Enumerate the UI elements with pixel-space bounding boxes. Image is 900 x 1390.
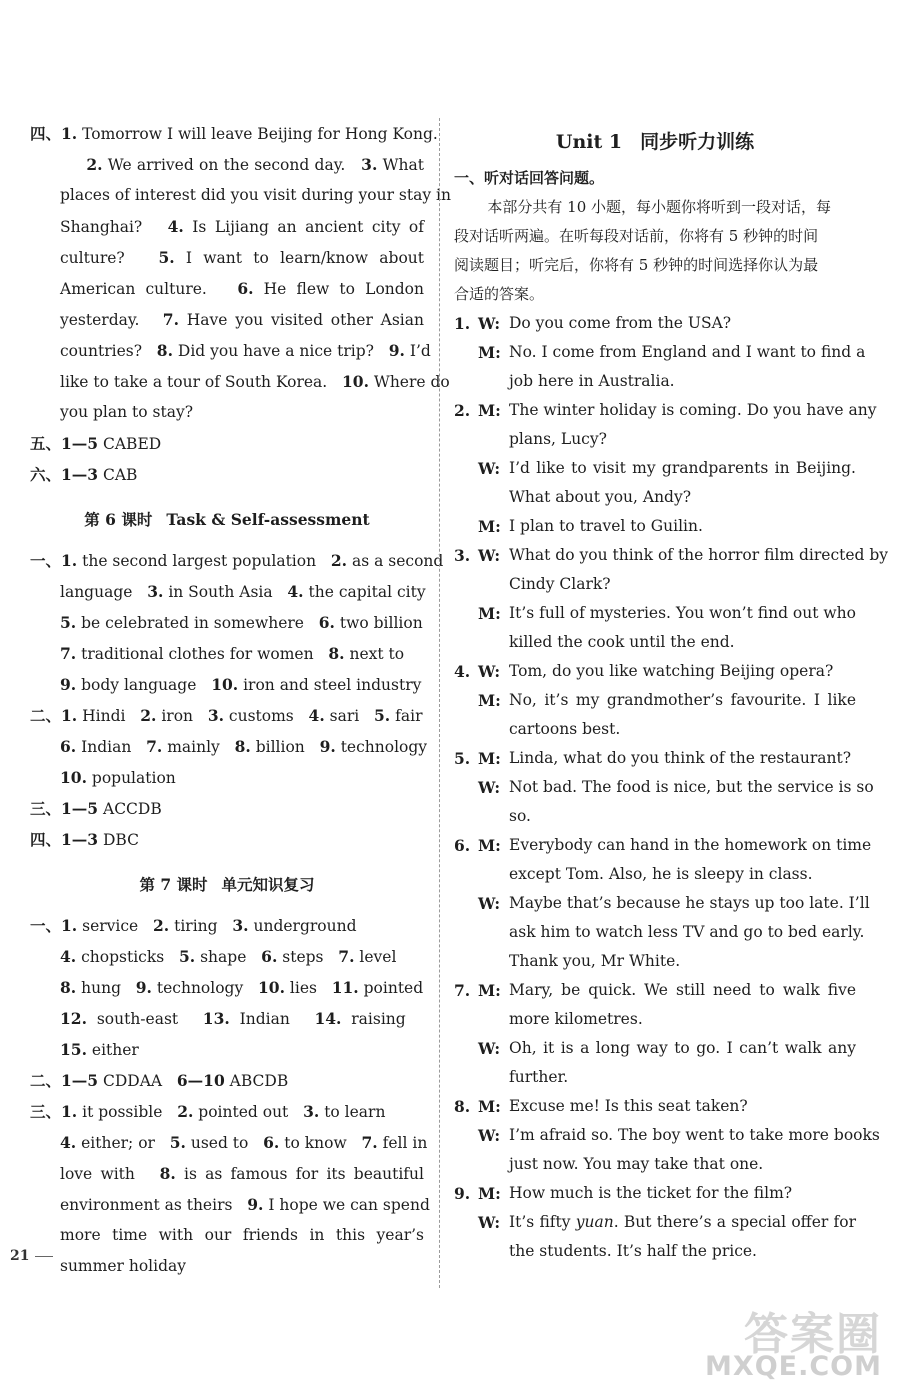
- dialogue-continuation: job here in Australia.: [509, 372, 675, 390]
- dialogue-text: How much is the ticket for the film?: [509, 1184, 793, 1202]
- answer-line: language 3. in South Asia 4. the capital city: [60, 582, 426, 601]
- dialogue-text: Not bad. The food is nice, but the service is so: [509, 778, 874, 796]
- instructions: [454, 193, 856, 309]
- dialogue-text: Do you come from the USA?: [509, 314, 732, 332]
- speaker-label: W:: [478, 314, 501, 333]
- question-number: 8.: [454, 1097, 471, 1116]
- left-column: [30, 118, 451, 1282]
- answer-line: you plan to stay?: [60, 403, 194, 421]
- lesson7-label: 第 7 课时: [139, 875, 208, 894]
- answer-line: environment as theirs 9. I hope we can spend: [60, 1195, 430, 1214]
- question-number: 4.: [454, 662, 471, 681]
- answer-line: yesterday. 7. Have you visited other Asian: [60, 310, 424, 329]
- answer-line: places of interest did you visit during your stay in: [60, 186, 451, 204]
- dialogue-text: Linda, what do you think of the restaurant?: [509, 749, 852, 767]
- question-number: 3.: [454, 546, 471, 565]
- dialogue-line: [454, 309, 856, 338]
- speaker-label: W:: [478, 1126, 501, 1145]
- speaker-label: M:: [478, 517, 501, 536]
- dialogue-line: [454, 889, 870, 918]
- dialogue-text: I’m afraid so. The boy went to take more books: [509, 1126, 880, 1144]
- instruction-line: 本部分共有 10 小题，每小题你将听到一段对话，每: [454, 198, 832, 216]
- answer-line: more time with our friends in this year’s: [60, 1226, 424, 1244]
- dialogue-line: [454, 686, 856, 715]
- page-number: 21: [10, 1248, 53, 1264]
- answer-line: culture? 5. I want to learn/know about: [60, 248, 424, 267]
- dialogue-text: I plan to travel to Guilin.: [509, 517, 703, 535]
- speaker-label: M:: [478, 343, 501, 362]
- dialogue-continuation: What about you, Andy?: [509, 488, 692, 506]
- dialogue-line: [454, 541, 889, 570]
- answer-line: 6. Indian 7. mainly 8. billion 9. technology: [60, 737, 428, 756]
- question-number: 6.: [454, 836, 471, 855]
- answers-lesson5-end: [30, 118, 451, 490]
- dialogue-line: [454, 454, 856, 483]
- dialogue-continuation: more kilometres.: [509, 1010, 643, 1028]
- dialogue-text: The winter holiday is coming. Do you have any: [509, 401, 877, 419]
- dialogue-line: [454, 744, 856, 773]
- speaker-label: W:: [478, 778, 501, 797]
- question-number: 9.: [454, 1184, 471, 1203]
- dialogue-text: I’d like to visit my grandparents in Beijing.: [509, 459, 856, 477]
- question-number: 7.: [454, 981, 471, 1000]
- dialogue-line: [454, 1121, 880, 1150]
- answer-line: American culture. 6. He flew to London: [60, 279, 424, 298]
- dialogue-text: Everybody can hand in the homework on time: [509, 836, 872, 854]
- speaker-label: M:: [478, 1184, 501, 1203]
- dialogue-text: No. I come from England and I want to find a: [509, 343, 866, 361]
- speaker-label: W:: [478, 546, 501, 565]
- speaker-label: M:: [478, 1097, 501, 1116]
- answer-line: 六、1—3 CAB: [30, 465, 138, 484]
- watermark: [686, 1298, 882, 1382]
- answer-line: 五、1—5 CABED: [30, 434, 162, 453]
- question-number: 1.: [454, 314, 471, 333]
- speaker-label: W:: [478, 662, 501, 681]
- answer-line: 8. hung 9. technology 10. lies 11. pointed: [60, 978, 424, 997]
- answers-lesson7: [30, 910, 430, 1282]
- answer-line: 9. body language 10. iron and steel industry: [60, 675, 422, 694]
- speaker-label: M:: [478, 691, 501, 710]
- unit-label: Unit 1: [555, 131, 623, 153]
- answer-line: 4. either; or 5. used to 6. to know 7. fell in: [60, 1133, 428, 1152]
- speaker-label: W:: [478, 894, 501, 913]
- answer-line: 一、1. service 2. tiring 3. underground: [30, 916, 357, 935]
- answers-lesson6: [30, 545, 444, 855]
- dialogue-text: What do you think of the horror film directed by: [509, 546, 889, 564]
- dialogue-line: [454, 831, 872, 860]
- speaker-label: W:: [478, 1039, 501, 1058]
- dialogue-text: Maybe that’s because he stays up too late. I’ll: [509, 894, 870, 912]
- answer-line: summer holiday: [60, 1257, 186, 1275]
- dialogue-text: Mary, be quick. We still need to walk five: [509, 981, 856, 999]
- dialogue-line: [454, 1179, 856, 1208]
- dialogue-continuation: Cindy Clark?: [509, 575, 611, 593]
- speaker-label: M:: [478, 981, 501, 1000]
- dialogue-line: [454, 1034, 856, 1063]
- answer-line: 5. be celebrated in somewhere 6. two billion: [60, 613, 423, 632]
- speaker-label: M:: [478, 836, 501, 855]
- lesson6-heading: [30, 504, 424, 535]
- answer-line: 2. We arrived on the second day. 3. What: [86, 155, 424, 174]
- answer-line: 四、1—3 DBC: [30, 830, 139, 849]
- dialogue-line: [454, 976, 856, 1005]
- dialogue-text: It’s full of mysteries. You won’t find out who: [509, 604, 856, 622]
- lesson6-title: Task & Self-assessment: [166, 510, 370, 529]
- answer-line: 15. either: [60, 1040, 139, 1059]
- speaker-label: M:: [478, 401, 501, 420]
- instruction-line: 合适的答案。: [454, 285, 545, 303]
- dialogue-continuation: Thank you, Mr White.: [509, 952, 681, 970]
- answer-line: 三、1. it possible 2. pointed out 3. to learn: [30, 1102, 386, 1121]
- answer-line: Shanghai? 4. Is Lijiang an ancient city of: [60, 217, 424, 236]
- answer-line: 三、1—5 ACCDB: [30, 799, 162, 818]
- dialogue-line: [454, 1208, 856, 1237]
- answer-line: like to take a tour of South Korea. 10. Where do: [60, 372, 450, 391]
- question-number: 2.: [454, 401, 471, 420]
- answer-line: 10. population: [60, 768, 176, 787]
- answer-line: 4. chopsticks 5. shape 6. steps 7. level: [60, 947, 397, 966]
- lesson7-title: 单元知识复习: [221, 875, 315, 894]
- dialogue-list: [454, 309, 889, 1266]
- dialogue-line: [454, 338, 866, 367]
- dialogue-continuation: further.: [509, 1068, 569, 1086]
- answer-line: 一、1. the second largest population 2. as a second: [30, 551, 444, 570]
- dialogue-continuation: cartoons best.: [509, 720, 621, 738]
- dialogue-continuation: ask him to watch less TV and go to bed early.: [509, 923, 865, 941]
- dialogue-line: [454, 396, 877, 425]
- instruction-line: 段对话听两遍。在听每段对话前，你将有 5 秒钟的时间: [454, 227, 819, 245]
- dialogue-continuation: just now. You may take that one.: [509, 1155, 764, 1173]
- dialogue-text: No, it’s my grandmother’s favourite. I like: [509, 691, 856, 709]
- watermark-logo: 答案圈: [744, 1309, 882, 1360]
- dialogue-text: Excuse me! Is this seat taken?: [509, 1097, 748, 1115]
- right-column: [454, 118, 889, 1266]
- dialogue-continuation: except Tom. Also, he is sleepy in class.: [509, 865, 813, 883]
- lesson7-heading: [30, 869, 424, 900]
- dialogue-line: [454, 657, 856, 686]
- column-divider: [439, 118, 440, 1288]
- dialogue-continuation: so.: [509, 807, 531, 825]
- dialogue-continuation: killed the cook until the end.: [509, 633, 735, 651]
- dialogue-line: [454, 599, 856, 628]
- answer-line: 四、1. Tomorrow I will leave Beijing for Hong Kong.: [30, 124, 438, 143]
- speaker-label: M:: [478, 604, 501, 623]
- section-title: 一、听对话回答问题。: [454, 169, 605, 187]
- unit-heading: [454, 124, 856, 160]
- answer-line: love with 8. is as famous for its beautiful: [60, 1164, 424, 1183]
- instruction-line: 阅读题目；听完后，你将有 5 秒钟的时间选择你认为最: [454, 256, 819, 274]
- dialogue-line: [454, 1092, 856, 1121]
- answer-line: countries? 8. Did you have a nice trip? 9. I’d: [60, 341, 431, 360]
- answer-line: 二、1—5 CDDAA 6—10 ABCDB: [30, 1071, 289, 1090]
- unit-title: 同步听力训练: [640, 131, 755, 153]
- dialogue-text: Tom, do you like watching Beijing opera?: [509, 662, 834, 680]
- speaker-label: W:: [478, 1213, 501, 1232]
- dialogue-continuation: plans, Lucy?: [509, 430, 607, 448]
- speaker-label: W:: [478, 459, 501, 478]
- watermark-url: MXQE.COM: [705, 1351, 882, 1382]
- dialogue-line: [454, 773, 874, 802]
- question-number: 5.: [454, 749, 471, 768]
- dialogue-text: Oh, it is a long way to go. I can’t walk any: [509, 1039, 856, 1057]
- dialogue-line: [454, 512, 856, 541]
- speaker-label: M:: [478, 749, 501, 768]
- answer-line: 7. traditional clothes for women 8. next to: [60, 644, 405, 663]
- dialogue-text: It’s fifty yuan. But there’s a special offer for: [509, 1213, 856, 1231]
- lesson6-label: 第 6 课时: [84, 510, 153, 529]
- answer-line: 二、1. Hindi 2. iron 3. customs 4. sari 5. fair: [30, 706, 423, 725]
- dialogue-continuation: the students. It’s half the price.: [509, 1242, 757, 1260]
- answer-line: 12. south-east 13. Indian 14. raising: [60, 1009, 406, 1028]
